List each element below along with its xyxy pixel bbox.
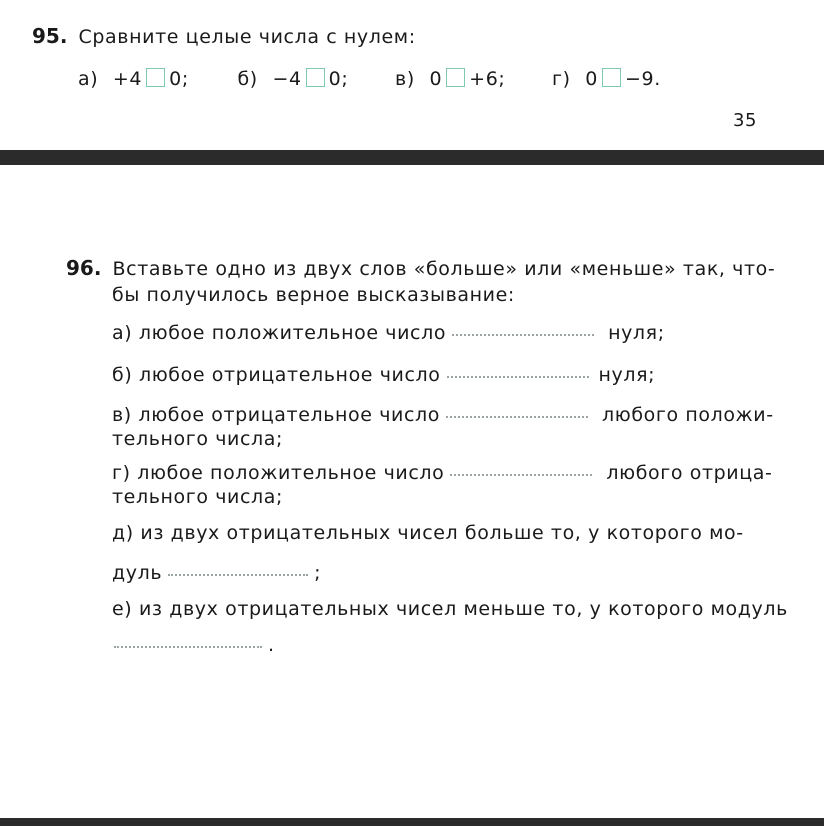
item-e: д) из двух отрицательных чисел больше то, у которого мо- [112,522,744,544]
item-c-cont: тельного числа; [112,428,284,450]
item-d-cont: тельного числа; [112,486,284,508]
item-c: в) любое отрицательное число любого положи- [112,404,774,426]
problem-number: 96. [66,256,102,280]
item-f-cont: . [108,634,275,656]
answer-box[interactable] [602,68,621,87]
fill-blank[interactable] [452,333,594,336]
item-e-cont: дуль ; [112,562,322,584]
bottom-border [0,818,824,826]
fill-blank[interactable] [450,473,592,476]
problem-95-items [78,68,661,90]
problem-line: бы получилось верное высказывание: [112,284,515,306]
item-b: б) любое отрицательное число нуля; [112,364,656,386]
item-d: г) любое положительное число любого отрица- [112,462,773,484]
answer-box[interactable] [146,68,165,87]
item-d: г) 0 −9. [552,68,661,90]
problem-96-heading [66,256,775,280]
fill-blank[interactable] [114,645,262,648]
answer-box[interactable] [446,68,465,87]
item-a: а) +4 0; [78,68,189,90]
problem-95-heading [32,24,416,48]
fill-blank[interactable] [168,573,308,576]
fill-blank[interactable] [446,415,588,418]
problem-line: Вставьте одно из двух слов «больше» или «меньше» так, что- [112,258,776,280]
page-divider [0,150,824,165]
item-f: е) из двух отрицательных чисел меньше то, у которого модуль [112,598,788,620]
page-number: 35 [733,110,758,131]
answer-box[interactable] [306,68,325,87]
problem-number: 95. [32,24,68,48]
item-b: б) −4 0; [237,68,349,90]
item-c: в) 0 +6; [395,68,506,90]
item-a: а) любое положительное число нуля; [112,322,665,344]
fill-blank[interactable] [447,375,589,378]
problem-title: Сравните целые числа с нулем: [78,26,416,48]
